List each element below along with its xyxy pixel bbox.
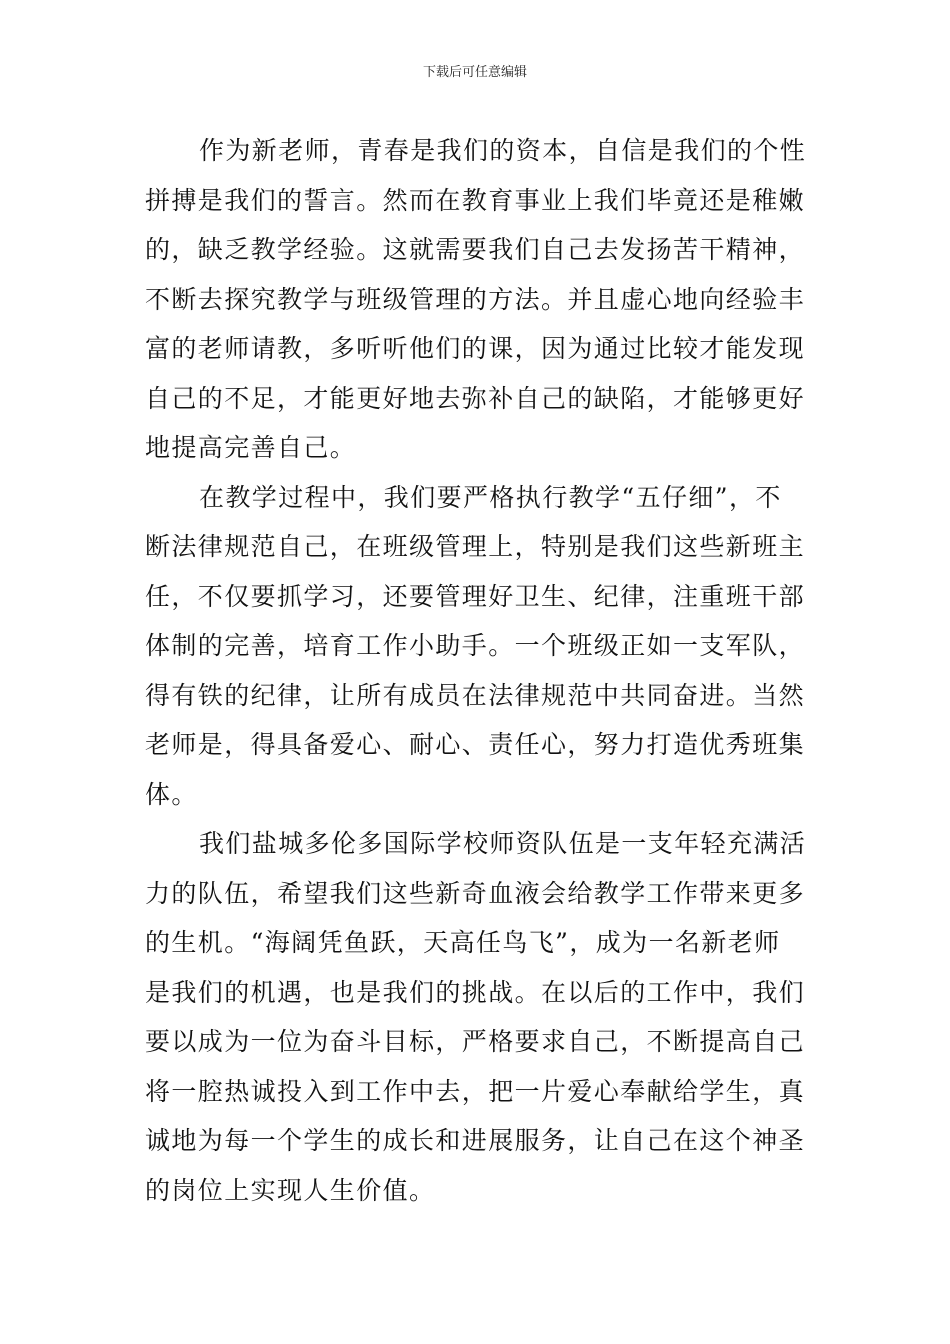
page-header-note: 下载后可任意编辑 — [422, 65, 527, 80]
text-line: 体制的完善，培育工作小助手。一个班级正如一支军队， — [145, 631, 806, 660]
text-line: 我们盐城多伦多国际学校师资队伍是一支年轻充满活 — [199, 829, 807, 858]
text-line: 拼搏是我们的誓言。然而在教育事业上我们毕竟还是稚嫩 — [145, 185, 806, 215]
paragraph-3 — [145, 819, 807, 1215]
text-line: 诚地为每一个学生的成长和进展服务，让自己在这个神圣 — [145, 1126, 806, 1155]
text-line: 的，缺乏教学经验。这就需要我们自己去发扬苦干精神， — [145, 235, 806, 264]
paragraph-1 — [145, 126, 807, 473]
text-line: 老师是，得具备爱心、耐心、责任心，努力打造优秀班集 — [145, 730, 806, 759]
text-line: 的岗位上实现人生价值。 — [145, 1175, 436, 1205]
text-line: 作为新老师，青春是我们的资本，自信是我们的个性 — [199, 136, 807, 165]
text-line: 地提高完善自己。 — [145, 433, 357, 462]
text-line: 富的老师请教，多听听他们的课，因为通过比较才能发现 — [145, 334, 806, 363]
text-line: 体。 — [145, 779, 198, 809]
text-line: 自己的不足，才能更好地去弥补自己的缺陷，才能够更好 — [145, 383, 806, 413]
text-line: 在教学过程中，我们要严格执行教学“五仔细”，不 — [199, 482, 782, 512]
text-line: 不断去探究教学与班级管理的方法。并且虚心地向经验丰 — [145, 284, 806, 314]
text-line: 断法律规范自己，在班级管理上，特别是我们这些新班主 — [145, 532, 806, 561]
text-line: 是我们的机遇，也是我们的挑战。在以后的工作中，我们 — [145, 977, 806, 1007]
text-line: 任，不仅要抓学习，还要管理好卫生、纪律，注重班干部 — [145, 581, 806, 611]
document-body — [145, 126, 807, 1215]
text-line: 得有铁的纪律，让所有成员在法律规范中共同奋进。当然 — [145, 680, 806, 710]
text-line: 将一腔热诚投入到工作中去，把一片爱心奉献给学生，真 — [145, 1076, 806, 1106]
text-line: 要以成为一位为奋斗目标，严格要求自己，不断提高自己 — [145, 1027, 806, 1056]
paragraph-2 — [145, 473, 807, 820]
text-line: 力的队伍，希望我们这些新奇血液会给教学工作带来更多 — [145, 878, 806, 908]
text-line: 的生机。“海阔凭鱼跃，天高任鸟飞”，成为一名新老师 — [145, 928, 781, 957]
